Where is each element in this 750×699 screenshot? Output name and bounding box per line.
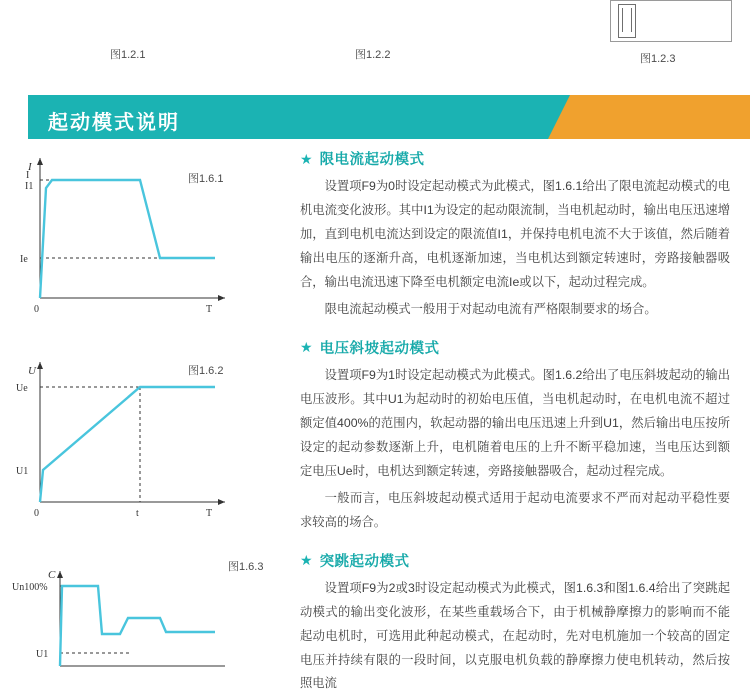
chart-caption-1-6-1: 图1.6.1 [188,173,224,185]
svg-text:U1: U1 [36,649,49,660]
figure-inner-lines [622,8,632,32]
chart-1-6-2-svg [10,352,290,522]
chart-caption-1-6-2: 图1.6.2 [188,365,224,377]
body-text-column [300,144,730,699]
chart-1-6-3-svg [10,556,290,676]
svg-text:I: I [26,170,30,181]
chart-caption-1-6-3: 图1.6.3 [228,561,264,573]
svg-text:T: T [206,304,213,315]
svg-text:C: C [48,569,56,581]
svg-text:U1: U1 [16,466,29,477]
svg-text:I1: I1 [25,181,34,192]
figure-caption-1-2-3: 图1.2.3 [640,53,676,65]
subsection-title-1: 限电流起动模式 [319,152,425,168]
paragraph-2-1: 设置项F9为1时设定起动模式为此模式。图1.6.2给出了电压斜坡起动的输出电压波形。其中U1为起动时的初始电压值，当电机起动时，在电机电流不超过额定值400%的范围内，软起动器的输出电压迅速上升到U1，然后输出电压按所设定的起动参数逐渐上升，电机随着电压的上升不断平稳加速，当电压达到额定电压Ue时，电机达到额定转速，旁路接触器吸合，起动过程完成。 [300,367,730,478]
svg-text:U: U [28,365,36,377]
subsection-title-2: 电压斜坡起动模式 [319,340,440,357]
spacer-1 [300,325,730,333]
chart-1-6-2 [10,352,290,522]
star-icon: ★ [300,339,313,356]
svg-text:I: I [28,161,32,173]
chart-1-6-1 [10,148,290,318]
top-figures-area [0,0,750,70]
subsection-heading-3 [300,550,730,571]
svg-text:Ie: Ie [20,254,28,265]
svg-text:t: t [136,508,139,519]
banner-orange-shape [540,95,750,139]
figure-1-2-3-drawing [600,0,740,40]
svg-text:0: 0 [34,508,39,519]
section-title: 起动模式说明 [48,112,180,134]
chart-1-6-1-svg [10,148,290,318]
svg-text:Un100%: Un100% [12,582,48,593]
svg-text:0: 0 [34,304,39,315]
subsection-heading-1 [300,148,730,169]
star-icon: ★ [300,552,313,569]
paragraph-1-1: 设置项F9为0时设定起动模式为此模式，图1.6.1给出了限电流起动模式的电机电流变化波形。其中I1为设定的起动限流制，当电机起动时，输出电压迅速增加，直到电机电流达到设定的限流值I1，并保持电机电流不大于该值，然后随着输出电压的逐渐升高，电机逐渐加速，当电机达到额定转速时，旁路接触器吸合，输出电流迅速下降至电机额定电流Ie或以下，起动过程完成。 [300,179,730,289]
paragraph-1-2: 限电流起动模式一般用于对起动电流有严格限制要求的场合。 [324,301,657,316]
subsection-title-3: 突跳起动模式 [319,553,410,570]
svg-text:Ue: Ue [16,383,28,394]
spacer-2 [300,538,730,546]
figure-caption-1-2-2: 图1.2.2 [355,49,391,61]
subsection-heading-2 [300,337,730,358]
star-icon: ★ [300,150,313,167]
figure-caption-1-2-1: 图1.2.1 [110,49,146,61]
paragraph-3-1: 设置项F9为2或3时设定起动模式为此模式，图1.6.3和图1.6.4给出了突跳起动模式的输出变化波形，在某些重载场合下，由于机械静摩擦力的影响而不能起动电机时，可选用此种起动模式，在起动时，先对电机施加一个较高的固定电压并持续有限的一段时间，以克服电机负载的静摩擦力使电机转动，然后按照电流 [300,580,730,691]
section-banner [0,95,750,139]
chart-1-6-3 [10,556,290,676]
svg-text:T: T [206,508,213,519]
paragraph-2-2: 一般而言，电压斜坡起动模式适用于起动电流要求不严而对起动平稳性要求较高的场合。 [300,490,730,529]
